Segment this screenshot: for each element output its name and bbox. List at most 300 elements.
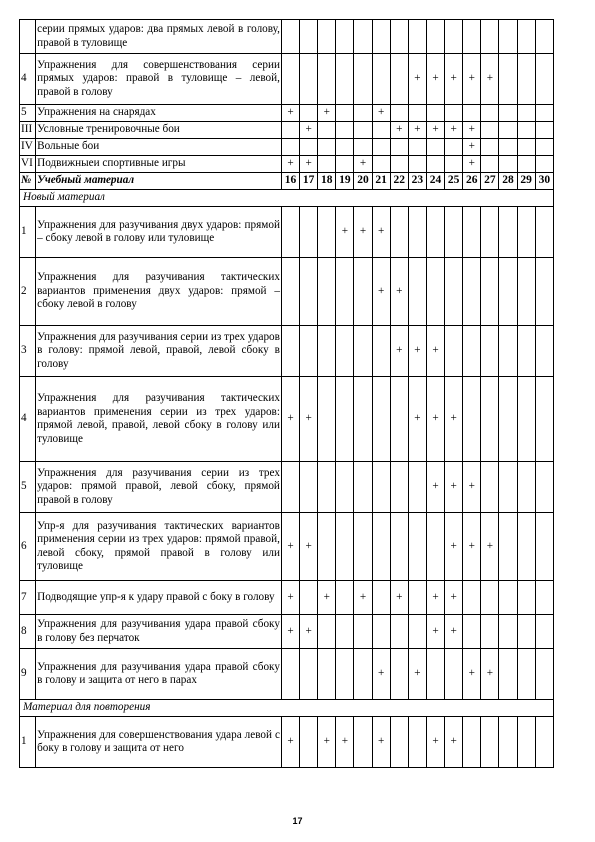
- row-number: 4: [20, 54, 36, 105]
- mark-cell: [517, 139, 535, 156]
- mark-cell: [426, 20, 444, 54]
- mark-cell: [426, 207, 444, 258]
- mark-cell: [499, 462, 517, 513]
- mark-cell: [372, 581, 390, 615]
- row-number: III: [20, 122, 36, 139]
- mark-cell: +: [281, 581, 299, 615]
- mark-cell: +: [300, 122, 318, 139]
- mark-cell: [499, 513, 517, 581]
- mark-cell: +: [281, 513, 299, 581]
- mark-cell: [535, 156, 553, 173]
- mark-cell: [535, 513, 553, 581]
- mark-cell: +: [281, 105, 299, 122]
- mark-cell: +: [445, 462, 463, 513]
- table-row: [20, 207, 554, 258]
- table-row: [20, 122, 554, 139]
- mark-cell: +: [426, 122, 444, 139]
- mark-cell: [408, 139, 426, 156]
- mark-cell: +: [445, 581, 463, 615]
- row-text: серии прямых ударов: два прямых левой в голову, правой в туловище: [36, 20, 282, 54]
- mark-cell: [318, 156, 336, 173]
- mark-cell: [481, 139, 499, 156]
- mark-cell: [300, 139, 318, 156]
- mark-cell: [300, 258, 318, 326]
- mark-cell: +: [426, 54, 444, 105]
- mark-cell: [517, 513, 535, 581]
- mark-cell: +: [445, 717, 463, 768]
- mark-cell: +: [300, 615, 318, 649]
- mark-cell: +: [336, 207, 354, 258]
- mark-cell: [481, 462, 499, 513]
- row-number: 5: [20, 462, 36, 513]
- mark-cell: [354, 122, 372, 139]
- mark-cell: [535, 207, 553, 258]
- mark-cell: +: [408, 326, 426, 377]
- mark-cell: [300, 207, 318, 258]
- mark-cell: [499, 20, 517, 54]
- mark-cell: [281, 258, 299, 326]
- row-text: Условные тренировочные бои: [36, 122, 282, 139]
- mark-cell: [318, 207, 336, 258]
- table-row: [20, 54, 554, 105]
- day-header: 17: [300, 173, 318, 190]
- mark-cell: [336, 258, 354, 326]
- row-text: Упражнения для разучивания удара правой сбоку в голову без перчаток: [36, 615, 282, 649]
- row-text: Упр-я для разучивания тактических вариантов применения серии из трех ударов: прямой правой, левой сбоку, прямой правой в голову или туловище: [36, 513, 282, 581]
- mark-cell: +: [445, 122, 463, 139]
- mark-cell: [445, 258, 463, 326]
- mark-cell: +: [390, 258, 408, 326]
- mark-cell: [300, 105, 318, 122]
- mark-cell: [336, 649, 354, 700]
- table-row: [20, 649, 554, 700]
- mark-cell: [390, 54, 408, 105]
- mark-cell: +: [408, 122, 426, 139]
- mark-cell: +: [463, 139, 481, 156]
- mark-cell: [300, 326, 318, 377]
- mark-cell: [354, 513, 372, 581]
- mark-cell: [318, 54, 336, 105]
- table-row: [20, 326, 554, 377]
- mark-cell: [499, 581, 517, 615]
- mark-cell: +: [281, 156, 299, 173]
- mark-cell: [354, 326, 372, 377]
- mark-cell: +: [481, 513, 499, 581]
- mark-cell: +: [372, 105, 390, 122]
- mark-cell: [390, 717, 408, 768]
- mark-cell: +: [426, 326, 444, 377]
- table-row: [20, 105, 554, 122]
- mark-cell: +: [463, 54, 481, 105]
- page-number: 17: [292, 816, 303, 826]
- row-number: 9: [20, 649, 36, 700]
- mark-cell: [535, 717, 553, 768]
- mark-cell: [426, 105, 444, 122]
- mark-cell: [445, 649, 463, 700]
- mark-cell: [535, 615, 553, 649]
- mark-cell: [535, 54, 553, 105]
- mark-cell: [481, 258, 499, 326]
- mark-cell: [372, 156, 390, 173]
- mark-cell: [354, 20, 372, 54]
- mark-cell: [463, 581, 481, 615]
- mark-cell: [499, 649, 517, 700]
- mark-cell: +: [354, 581, 372, 615]
- mark-cell: +: [281, 377, 299, 462]
- mark-cell: [372, 139, 390, 156]
- row-number: IV: [20, 139, 36, 156]
- section-title: Материал для повторения: [20, 700, 554, 717]
- mark-cell: [445, 156, 463, 173]
- mark-cell: [390, 615, 408, 649]
- mark-cell: [517, 54, 535, 105]
- mark-cell: [408, 581, 426, 615]
- mark-cell: [336, 105, 354, 122]
- mark-cell: [463, 717, 481, 768]
- mark-cell: [354, 258, 372, 326]
- mark-cell: +: [390, 326, 408, 377]
- row-text: Упражнения для разучивания удара правой сбоку в голову и защита от него в парах: [36, 649, 282, 700]
- mark-cell: [517, 20, 535, 54]
- section-row: [20, 190, 554, 207]
- mark-cell: [445, 139, 463, 156]
- row-text: Упражнения для разучивания серии из трех ударов в голову: прямой левой, правой, левой сбоку в голову: [36, 326, 282, 377]
- mark-cell: [281, 326, 299, 377]
- mark-cell: [300, 20, 318, 54]
- row-text: Упражнения для совершенствования удара левой с боку в голову и защита от него: [36, 717, 282, 768]
- row-number: 6: [20, 513, 36, 581]
- mark-cell: [318, 122, 336, 139]
- mark-cell: [408, 717, 426, 768]
- mark-cell: [390, 139, 408, 156]
- mark-cell: [281, 54, 299, 105]
- mark-cell: [390, 377, 408, 462]
- mark-cell: [499, 377, 517, 462]
- mark-cell: [354, 54, 372, 105]
- row-number: 1: [20, 717, 36, 768]
- mark-cell: [300, 717, 318, 768]
- mark-cell: +: [336, 717, 354, 768]
- table-row: [20, 20, 554, 54]
- section-title: Новый материал: [20, 190, 554, 207]
- mark-cell: [408, 156, 426, 173]
- mark-cell: [481, 377, 499, 462]
- mark-cell: [499, 207, 517, 258]
- row-text: Упражнения на снарядах: [36, 105, 282, 122]
- mark-cell: +: [372, 207, 390, 258]
- mark-cell: +: [426, 581, 444, 615]
- day-header: 30: [535, 173, 553, 190]
- training-plan-table: [19, 19, 554, 768]
- mark-cell: [336, 54, 354, 105]
- mark-cell: +: [372, 717, 390, 768]
- mark-cell: [517, 207, 535, 258]
- mark-cell: [517, 377, 535, 462]
- day-header: 29: [517, 173, 535, 190]
- row-number: 3: [20, 326, 36, 377]
- mark-cell: +: [463, 122, 481, 139]
- mark-cell: +: [318, 581, 336, 615]
- mark-cell: [535, 326, 553, 377]
- row-text: Упражнения для разучивания тактических вариантов применения двух ударов: прямой – сбоку левой в голову: [36, 258, 282, 326]
- day-header: 26: [463, 173, 481, 190]
- mark-cell: [372, 377, 390, 462]
- mark-cell: +: [300, 156, 318, 173]
- mark-cell: +: [463, 649, 481, 700]
- mark-cell: [318, 139, 336, 156]
- mark-cell: [463, 258, 481, 326]
- mark-cell: [336, 156, 354, 173]
- mark-cell: [300, 54, 318, 105]
- mark-cell: [426, 513, 444, 581]
- day-header: 22: [390, 173, 408, 190]
- mark-cell: [390, 207, 408, 258]
- mark-cell: +: [318, 717, 336, 768]
- mark-cell: +: [481, 54, 499, 105]
- mark-cell: [463, 377, 481, 462]
- row-number: 8: [20, 615, 36, 649]
- mark-cell: [281, 122, 299, 139]
- mark-cell: [318, 258, 336, 326]
- day-header: 21: [372, 173, 390, 190]
- mark-cell: [336, 615, 354, 649]
- mark-cell: [445, 207, 463, 258]
- mark-cell: [481, 207, 499, 258]
- mark-cell: [408, 615, 426, 649]
- mark-cell: [481, 326, 499, 377]
- mark-cell: [408, 105, 426, 122]
- mark-cell: [354, 717, 372, 768]
- mark-cell: [318, 513, 336, 581]
- mark-cell: +: [372, 649, 390, 700]
- table-row: [20, 139, 554, 156]
- mark-cell: [517, 122, 535, 139]
- mark-cell: [463, 105, 481, 122]
- mark-cell: [535, 122, 553, 139]
- mark-cell: [463, 20, 481, 54]
- mark-cell: [517, 615, 535, 649]
- mark-cell: [390, 105, 408, 122]
- mark-cell: +: [300, 513, 318, 581]
- mark-cell: [481, 717, 499, 768]
- mark-cell: +: [445, 54, 463, 105]
- mark-cell: [481, 105, 499, 122]
- mark-cell: [336, 377, 354, 462]
- mark-cell: [318, 615, 336, 649]
- row-number: 1: [20, 207, 36, 258]
- day-header: 27: [481, 173, 499, 190]
- mark-cell: [481, 156, 499, 173]
- table-row: [20, 377, 554, 462]
- mark-cell: [445, 20, 463, 54]
- mark-cell: [336, 326, 354, 377]
- mark-cell: +: [426, 377, 444, 462]
- mark-cell: [408, 513, 426, 581]
- row-number: 7: [20, 581, 36, 615]
- mark-cell: [445, 326, 463, 377]
- mark-cell: +: [426, 717, 444, 768]
- row-text: Упражнения для совершенствования серии прямых ударов: правой в туловище – левой, правой в голову: [36, 54, 282, 105]
- mark-cell: [535, 139, 553, 156]
- mark-cell: +: [426, 462, 444, 513]
- mark-cell: [499, 717, 517, 768]
- day-header: 18: [318, 173, 336, 190]
- mark-cell: +: [281, 717, 299, 768]
- mark-cell: +: [445, 615, 463, 649]
- header-row: [20, 173, 554, 190]
- mark-cell: [390, 156, 408, 173]
- mark-cell: [481, 20, 499, 54]
- day-header: 28: [499, 173, 517, 190]
- mark-cell: [336, 581, 354, 615]
- mark-cell: [445, 105, 463, 122]
- mark-cell: [499, 122, 517, 139]
- row-text: Подводящие упр-я к удару правой с боку в голову: [36, 581, 282, 615]
- mark-cell: [426, 156, 444, 173]
- mark-cell: +: [463, 462, 481, 513]
- mark-cell: [390, 649, 408, 700]
- mark-cell: [408, 20, 426, 54]
- mark-cell: [281, 207, 299, 258]
- mark-cell: +: [408, 649, 426, 700]
- mark-cell: [499, 156, 517, 173]
- mark-cell: [354, 377, 372, 462]
- mark-cell: [499, 615, 517, 649]
- mark-cell: [499, 139, 517, 156]
- mark-cell: +: [481, 649, 499, 700]
- mark-cell: [300, 649, 318, 700]
- mark-cell: +: [354, 156, 372, 173]
- mark-cell: [535, 258, 553, 326]
- table-row: [20, 156, 554, 173]
- mark-cell: [463, 326, 481, 377]
- row-number: 5: [20, 105, 36, 122]
- mark-cell: [318, 20, 336, 54]
- mark-cell: [372, 122, 390, 139]
- mark-cell: [336, 139, 354, 156]
- table-row: [20, 258, 554, 326]
- mark-cell: [517, 462, 535, 513]
- mark-cell: [499, 105, 517, 122]
- mark-cell: [354, 139, 372, 156]
- mark-cell: [372, 513, 390, 581]
- mark-cell: [426, 649, 444, 700]
- mark-cell: [535, 377, 553, 462]
- mark-cell: [535, 105, 553, 122]
- mark-cell: [517, 717, 535, 768]
- mark-cell: [336, 122, 354, 139]
- mark-cell: [354, 649, 372, 700]
- mark-cell: [372, 326, 390, 377]
- mark-cell: +: [372, 258, 390, 326]
- row-number: VI: [20, 156, 36, 173]
- mark-cell: [517, 105, 535, 122]
- mark-cell: [426, 258, 444, 326]
- row-number: 2: [20, 258, 36, 326]
- row-text: Вольные бои: [36, 139, 282, 156]
- mark-cell: +: [300, 377, 318, 462]
- mark-cell: [535, 649, 553, 700]
- table-row: [20, 513, 554, 581]
- table-row: [20, 462, 554, 513]
- mark-cell: [426, 139, 444, 156]
- mark-cell: +: [426, 615, 444, 649]
- mark-cell: +: [463, 156, 481, 173]
- row-text: Упражнения для разучивания двух ударов: прямой – сбоку левой в голову или туловище: [36, 207, 282, 258]
- mark-cell: +: [281, 615, 299, 649]
- day-header: 20: [354, 173, 372, 190]
- mark-cell: [517, 156, 535, 173]
- mark-cell: [281, 20, 299, 54]
- mark-cell: [463, 207, 481, 258]
- mark-cell: [463, 615, 481, 649]
- mark-cell: [535, 462, 553, 513]
- mark-cell: [318, 377, 336, 462]
- mark-cell: +: [390, 581, 408, 615]
- section-row: [20, 700, 554, 717]
- mark-cell: [318, 326, 336, 377]
- mark-cell: [336, 462, 354, 513]
- mark-cell: [372, 462, 390, 513]
- mark-cell: [408, 258, 426, 326]
- header-num: №: [20, 173, 36, 190]
- mark-cell: +: [408, 377, 426, 462]
- mark-cell: [408, 207, 426, 258]
- mark-cell: [390, 462, 408, 513]
- mark-cell: [354, 462, 372, 513]
- mark-cell: [535, 20, 553, 54]
- day-header: 25: [445, 173, 463, 190]
- mark-cell: +: [408, 54, 426, 105]
- mark-cell: [535, 581, 553, 615]
- table-row: [20, 615, 554, 649]
- mark-cell: [517, 258, 535, 326]
- mark-cell: [354, 105, 372, 122]
- mark-cell: [390, 513, 408, 581]
- mark-cell: +: [445, 377, 463, 462]
- mark-cell: [408, 462, 426, 513]
- mark-cell: [300, 462, 318, 513]
- day-header: 24: [426, 173, 444, 190]
- mark-cell: [354, 615, 372, 649]
- day-header: 23: [408, 173, 426, 190]
- mark-cell: [499, 54, 517, 105]
- mark-cell: [481, 615, 499, 649]
- mark-cell: [336, 513, 354, 581]
- mark-cell: [481, 122, 499, 139]
- mark-cell: [499, 258, 517, 326]
- mark-cell: [499, 326, 517, 377]
- mark-cell: [281, 139, 299, 156]
- mark-cell: [336, 20, 354, 54]
- row-text: Упражнения для разучивания серии из трех ударов: прямой правой, левой сбоку, прямой правой в голову: [36, 462, 282, 513]
- row-text: Подвижныеи спортивные игры: [36, 156, 282, 173]
- mark-cell: +: [354, 207, 372, 258]
- mark-cell: [390, 20, 408, 54]
- mark-cell: [517, 649, 535, 700]
- mark-cell: [318, 462, 336, 513]
- mark-cell: [281, 462, 299, 513]
- table-row: [20, 717, 554, 768]
- day-header: 16: [281, 173, 299, 190]
- mark-cell: [517, 326, 535, 377]
- mark-cell: [372, 615, 390, 649]
- mark-cell: [372, 20, 390, 54]
- mark-cell: [281, 649, 299, 700]
- day-header: 19: [336, 173, 354, 190]
- row-number: [20, 20, 36, 54]
- mark-cell: +: [390, 122, 408, 139]
